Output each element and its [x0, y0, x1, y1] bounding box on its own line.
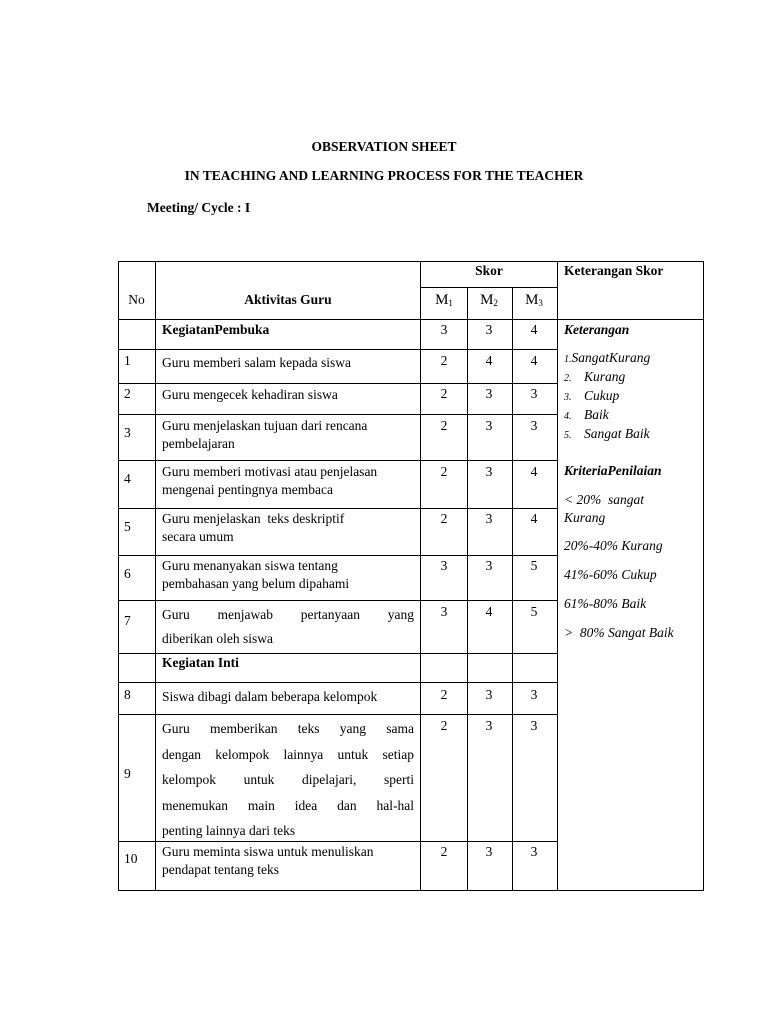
col-divider-m3: [557, 261, 558, 891]
score-m3: 5: [530, 558, 538, 573]
row-divider: [118, 682, 558, 683]
score-m3: 4: [530, 322, 538, 337]
score-m2: 3: [485, 558, 493, 573]
criteria-item: 41%-60% Cukup: [564, 567, 657, 582]
activity-line: kelompok untuk dipelajari, sperti: [162, 772, 414, 787]
row-number: 6: [124, 566, 131, 581]
header-m2: $M_2$: [480, 292, 498, 308]
criteria-heading: KriteriaPenilaian: [564, 463, 662, 478]
score-m2: 3: [485, 687, 493, 702]
row-number: 8: [124, 687, 131, 702]
row-number: 2: [124, 386, 131, 401]
activity-text: Siswa dibagi dalam beberapa kelompok: [162, 689, 378, 704]
activity-text: [162, 417, 414, 453]
score-scale-list: [564, 349, 704, 444]
score-m2: 4: [485, 604, 493, 619]
activity-line: pendapat tentang teks: [162, 862, 279, 877]
scale-item: 2. Kurang: [564, 369, 626, 384]
score-m2: 3: [485, 718, 493, 733]
row-number: 3: [124, 425, 131, 440]
activity-line: pembelajaran: [162, 436, 235, 451]
score-m3: 4: [530, 464, 538, 479]
score-m2: 3: [485, 511, 493, 526]
activity-line: penting lainnya dari teks: [162, 823, 296, 838]
score-m3: 4: [530, 511, 538, 526]
score-m3: 3: [530, 418, 538, 433]
row-divider-skor: [420, 287, 557, 288]
header-no: No: [128, 292, 145, 307]
row-number: 9: [124, 766, 131, 781]
row-number: 1: [124, 353, 131, 368]
row-number: 10: [124, 851, 138, 866]
row-divider: [118, 600, 558, 601]
row-number: 7: [124, 613, 131, 628]
col-divider-activity: [420, 261, 421, 891]
row-divider: [118, 383, 558, 384]
activity-line: mengenai pentingnya membaca: [162, 482, 333, 497]
header-score: Skor: [475, 263, 503, 278]
row-divider-header: [118, 319, 704, 320]
col-divider-m1: [467, 287, 468, 891]
section-core-label: Kegiatan Inti: [162, 655, 239, 670]
score-m2: 3: [485, 418, 493, 433]
header-m3: $M_3$: [525, 292, 543, 308]
activity-line: Guru menjawab pertanyaan yang: [162, 607, 414, 622]
activity-text: [162, 557, 414, 593]
row-number: 4: [124, 471, 131, 486]
score-m3: 3: [530, 844, 538, 859]
activity-line: Guru memberikan teks yang sama: [162, 721, 414, 736]
score-m3: 3: [530, 687, 538, 702]
section-opening-label: KegiatanPembuka: [162, 322, 270, 337]
col-divider-no: [155, 261, 156, 891]
activity-line: Guru menanyakan siswa tentang: [162, 558, 338, 573]
activity-line: dengan kelompok lainnya untuk setiap: [162, 746, 414, 762]
score-m3: 5: [530, 604, 538, 619]
scale-item: 1.SangatKurang: [564, 350, 651, 365]
score-m2: 3: [485, 386, 493, 401]
document-subtitle: IN TEACHING AND LEARNING PROCESS FOR THE TEACHER: [184, 168, 584, 183]
activity-line: diberikan oleh siswa: [162, 631, 273, 646]
activity-text: Guru mengecek kehadiran siswa: [162, 387, 338, 402]
activity-line: pembahasan yang belum dipahami: [162, 576, 350, 591]
row-divider: [118, 349, 558, 350]
activity-line: secara umum: [162, 529, 234, 544]
row-number: 5: [124, 519, 131, 534]
row-divider: [118, 555, 558, 556]
header-m1: $M_1$: [435, 292, 453, 308]
table-border-bottom: [118, 890, 704, 891]
row-divider: [118, 460, 558, 461]
header-activity: Aktivitas Guru: [244, 292, 332, 307]
score-m1: 2: [440, 511, 448, 526]
activity-text: Guru memberi salam kepada siswa: [162, 355, 351, 370]
score-m3: 3: [530, 386, 538, 401]
activity-text: [162, 510, 414, 546]
activity-line: Guru meminta siswa untuk menuliskan: [162, 844, 374, 859]
score-m2: 3: [485, 464, 493, 479]
score-m2: 3: [485, 322, 493, 337]
criteria-item: 61%-80% Baik: [564, 596, 647, 611]
row-divider: [118, 714, 558, 715]
criteria-item: Kurang: [564, 510, 606, 525]
score-m1: 2: [440, 464, 448, 479]
score-m1: 3: [440, 558, 448, 573]
activity-line: Guru menjelaskan teks deskriptif: [162, 511, 345, 526]
score-m3: 4: [530, 353, 538, 368]
activity-text: [162, 843, 414, 879]
notes-heading: Keterangan: [564, 322, 630, 337]
row-divider: [118, 508, 558, 509]
score-m1: 2: [440, 718, 448, 733]
criteria-item: < 20% sangat: [564, 492, 644, 507]
row-divider: [118, 414, 558, 415]
col-divider-m2: [512, 287, 513, 891]
score-m1: 2: [440, 418, 448, 433]
score-m1: 3: [440, 604, 448, 619]
criteria-item: 20%-40% Kurang: [564, 538, 663, 553]
score-m1: 3: [440, 322, 448, 337]
activity-text: [162, 463, 414, 499]
score-m1: 2: [440, 687, 448, 702]
scale-item: 3. Cukup: [564, 388, 620, 403]
criteria-item: > 80% Sangat Baik: [564, 625, 674, 640]
activity-line: Guru memberi motivasi atau penjelasan: [162, 464, 378, 479]
header-notes: Keterangan Skor: [564, 263, 664, 278]
score-m2: 4: [485, 353, 493, 368]
activity-text: [162, 603, 414, 651]
score-m3: 3: [530, 718, 538, 733]
scale-item: 5. Sangat Baik: [564, 426, 650, 441]
score-m1: 2: [440, 844, 448, 859]
score-m1: 2: [440, 353, 448, 368]
score-m2: 3: [485, 844, 493, 859]
table-border-left: [118, 261, 119, 891]
activity-line: menemukan main idea dan hal-hal: [162, 797, 414, 813]
activity-text: [162, 716, 414, 844]
activity-line: Guru menjelaskan tujuan dari rencana: [162, 418, 368, 433]
meeting-cycle-label: Meeting/ Cycle : I: [147, 200, 251, 215]
score-m1: 2: [440, 386, 448, 401]
document-title: OBSERVATION SHEET: [311, 139, 457, 154]
scale-item: 4. Baik: [564, 407, 609, 422]
